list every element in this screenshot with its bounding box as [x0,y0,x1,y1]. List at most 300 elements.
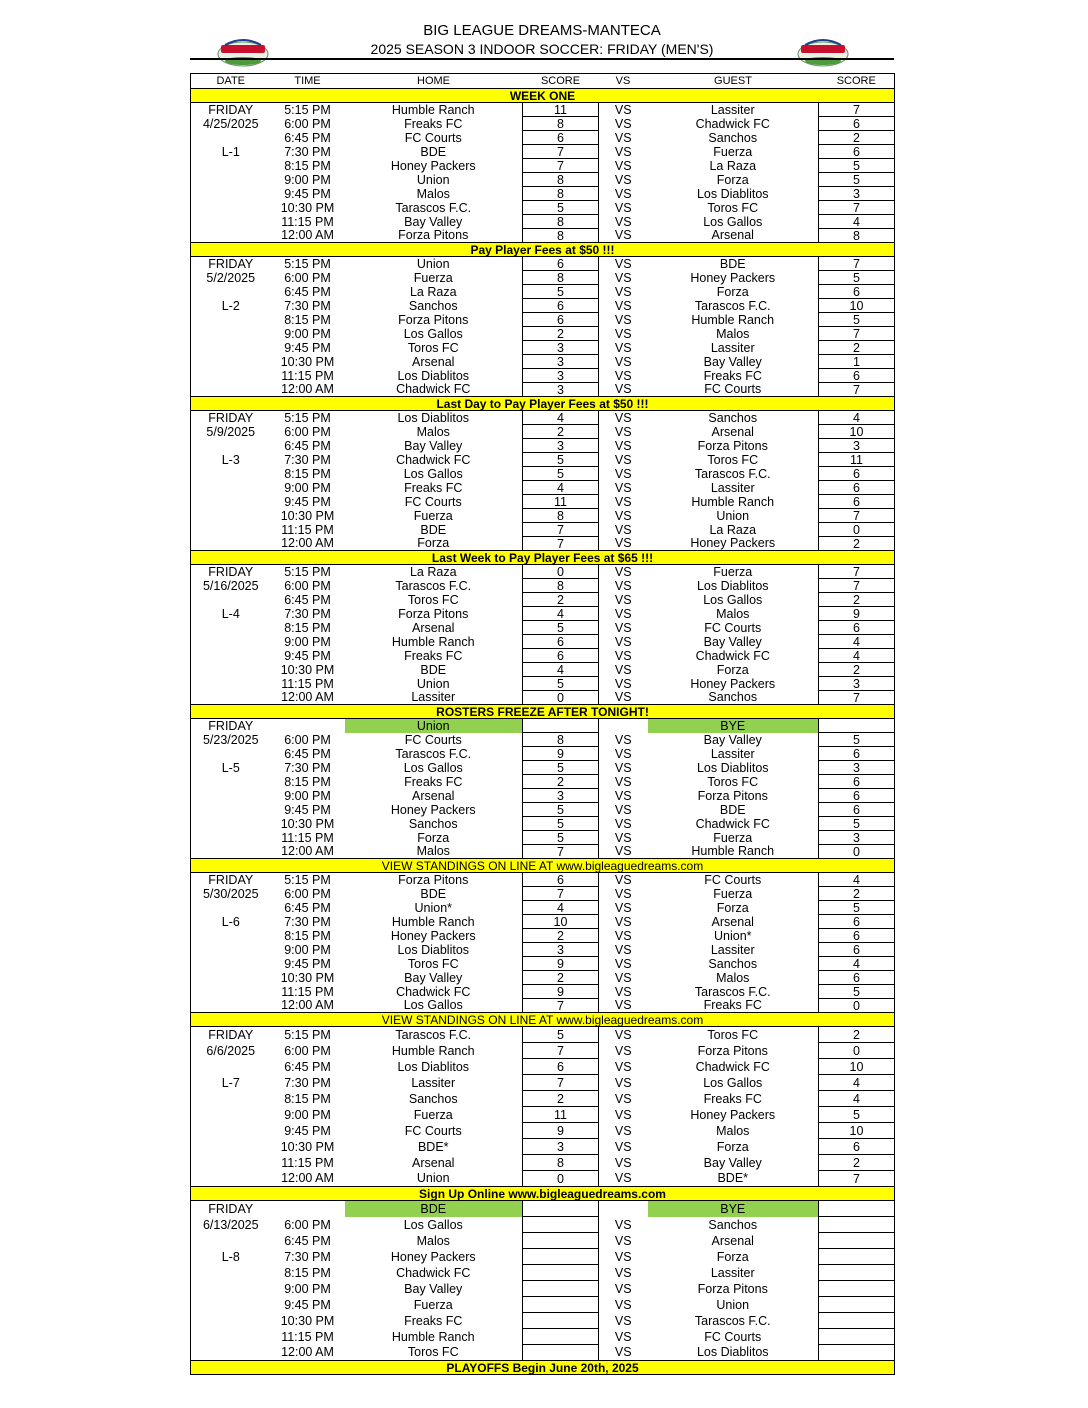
vs-cell: VS [614,578,632,593]
home-score: 2 [523,327,599,341]
date-cell [191,1313,271,1329]
home-score: 0 [523,565,599,579]
guest-score: 7 [819,201,895,215]
time-cell: 9:00 PM [284,788,331,803]
guest-team: Toros FC [707,1027,759,1042]
time-cell: 9:00 PM [284,942,331,957]
time-cell: 8:15 PM [284,466,331,481]
home-score: 9 [523,1123,599,1139]
vs-cell [599,719,648,733]
vs-cell: VS [614,942,632,957]
guest-score: 4 [819,1075,895,1091]
date-cell [191,663,271,677]
match-row [191,999,895,1013]
guest-score: 11 [819,453,895,467]
vs-cell: VS [614,634,632,649]
match-row [191,355,895,369]
match-row [191,761,895,775]
home-team: Bay Valley [404,214,463,229]
time-cell: 10:30 PM [280,1139,335,1154]
vs-cell: VS [614,1027,632,1042]
match-row [191,173,895,187]
home-team: Humble Ranch [391,1329,475,1344]
guest-score: 5 [819,901,895,915]
guest-team: Honey Packers [690,676,776,691]
vs-cell: VS [614,270,632,285]
date-cell: FRIDAY [208,256,254,271]
home-score: 8 [523,733,599,747]
guest-score: 6 [819,789,895,803]
date-cell [191,1345,271,1361]
match-row [191,425,895,439]
schedule-table [190,73,895,1375]
match-row [191,509,895,523]
date-cell: 6/6/2025 [206,1043,256,1058]
match-row [191,1155,895,1171]
date-cell: 5/2/2025 [206,270,256,285]
home-team: Chadwick FC [396,452,471,467]
time-cell: 10:30 PM [280,200,335,215]
home-score [523,1233,599,1249]
vs-cell: VS [614,648,632,663]
home-score: 7 [523,1075,599,1091]
guest-team: BDE* [717,1171,749,1186]
time-cell: 12:00 AM [281,228,334,243]
page-title: BIG LEAGUE DREAMS-MANTECA [423,22,661,39]
time-cell: 6:45 PM [284,592,331,607]
home-team: BDE [420,144,447,159]
home-team: Los Diablitos [397,410,470,425]
date-cell [191,593,271,607]
home-score: 7 [523,1043,599,1059]
match-row [191,1027,895,1043]
home-team: Chadwick FC [396,382,471,397]
home-score: 6 [523,649,599,663]
home-score: 7 [523,159,599,173]
date-cell [191,775,271,789]
home-team: Lassiter [411,1075,456,1090]
time-cell: 12:00 AM [281,844,334,859]
home-score: 3 [523,341,599,355]
home-score: 2 [523,775,599,789]
guest-score: 4 [819,649,895,663]
guest-score [819,1233,895,1249]
guest-team: Union* [713,928,752,943]
match-row [191,1281,895,1297]
guest-team: Lassiter [710,480,755,495]
time-cell: 6:45 PM [284,1233,331,1248]
time-cell: 11:15 PM [281,1155,334,1170]
date-cell [191,1265,271,1281]
guest-score: 4 [819,873,895,887]
match-row [191,593,895,607]
home-score: 4 [523,481,599,495]
guest-team: Los Diablitos [696,186,769,201]
guest-team: Bay Valley [703,1155,762,1170]
week-banner-row [191,859,895,873]
vs-cell: VS [614,340,632,355]
vs-cell: VS [614,1075,632,1090]
vs-cell: VS [614,620,632,635]
home-team: Honey Packers [390,802,476,817]
guest-team: Forza Pitons [697,438,768,453]
time-cell: 6:45 PM [284,284,331,299]
vs-cell: VS [614,116,632,131]
match-row [191,271,895,285]
column-header-row [191,74,895,89]
vs-cell: VS [614,298,632,313]
vs-cell: VS [614,144,632,159]
match-row [191,929,895,943]
match-row [191,1329,895,1345]
vs-cell: VS [614,200,632,215]
time-cell: 6:00 PM [284,270,331,285]
guest-score: 2 [819,593,895,607]
week-banner-row [191,1013,895,1027]
vs-cell: VS [614,732,632,747]
home-team: Toros FC [407,956,459,971]
guest-score: 5 [819,159,895,173]
home-team: Fuerza [413,1107,453,1122]
date-cell [191,229,271,243]
time-cell: 6:00 PM [284,424,331,439]
bye-label: BYE [648,1201,819,1217]
guest-score: 2 [819,537,895,551]
guest-team: Honey Packers [690,536,776,551]
home-team: Freaks FC [404,480,463,495]
time-cell: 9:45 PM [284,1123,331,1138]
vs-cell: VS [614,186,632,201]
vs-cell: VS [614,452,632,467]
date-cell [191,467,271,481]
guest-score: 6 [819,145,895,159]
vs-cell: VS [614,494,632,509]
week-banner-row [191,89,895,103]
vs-cell: VS [614,1233,632,1248]
match-row [191,635,895,649]
date-cell: 5/9/2025 [206,424,256,439]
vs-cell: VS [614,1313,632,1328]
date-cell [191,621,271,635]
time-cell: 5:15 PM [284,1027,331,1042]
home-team: BDE [420,662,447,677]
guest-score: 6 [819,495,895,509]
guest-team: FC Courts [704,620,762,635]
time-cell: 8:15 PM [284,1091,331,1106]
guest-score: 7 [819,579,895,593]
date-cell [191,971,271,985]
home-team: Chadwick FC [396,1265,471,1280]
match-row [191,285,895,299]
guest-score: 4 [819,635,895,649]
vs-cell: VS [614,228,632,243]
match-row [191,733,895,747]
guest-team: Forza [716,662,749,677]
time-cell: 7:30 PM [284,298,331,313]
home-team: Sanchos [408,298,458,313]
date-cell [191,691,271,705]
time-cell: 8:15 PM [284,774,331,789]
time-cell: 9:45 PM [284,494,331,509]
guest-score [819,1249,895,1265]
page-subtitle: 2025 SEASON 3 INDOOR SOCCER: FRIDAY (MEN'S) [370,41,714,57]
date-cell: 6/13/2025 [202,1217,259,1232]
guest-score: 0 [819,1043,895,1059]
guest-team: Fuerza [713,564,753,579]
time-cell: 5:15 PM [284,410,331,425]
vs-cell: VS [614,606,632,621]
guest-score: 7 [819,257,895,271]
home-score [523,1281,599,1297]
home-score: 3 [523,789,599,803]
guest-score [819,1265,895,1281]
time-cell: 6:45 PM [284,438,331,453]
time-cell: 9:00 PM [284,1281,331,1296]
time-cell [271,719,345,733]
home-score: 6 [523,313,599,327]
time-cell: 6:45 PM [284,130,331,145]
home-team: FC Courts [404,732,462,747]
vs-cell: VS [614,970,632,985]
time-cell: 9:00 PM [284,634,331,649]
home-score: 4 [523,411,599,425]
home-score: 3 [523,439,599,453]
guest-team: Bay Valley [703,634,762,649]
time-cell: 5:15 PM [284,256,331,271]
date-cell [191,649,271,663]
date-cell: L-2 [221,298,240,313]
home-team: Forza Pitons [398,872,469,887]
home-score: 9 [523,957,599,971]
guest-team: Humble Ranch [691,844,775,859]
guest-score: 6 [819,285,895,299]
date-cell: FRIDAY [208,1201,254,1216]
time-cell: 8:15 PM [284,928,331,943]
guest-team: Los Gallos [703,214,763,229]
guest-score: 7 [819,691,895,705]
guest-team: Sanchos [708,690,758,705]
match-row [191,327,895,341]
guest-team: Los Gallos [703,1075,763,1090]
guest-team: Los Diablitos [696,578,769,593]
home-team: Humble Ranch [391,102,475,117]
home-score: 2 [523,929,599,943]
vs-cell: VS [614,802,632,817]
home-team: Forza Pitons [398,312,469,327]
home-team: Arsenal [412,1155,455,1170]
guest-score: 6 [819,369,895,383]
date-cell: 4/25/2025 [202,116,259,131]
date-cell: L-6 [221,914,240,929]
guest-score: 5 [819,173,895,187]
home-team: Humble Ranch [391,634,475,649]
match-row [191,1233,895,1249]
column-header: HOME [345,74,523,89]
vs-cell: VS [614,872,632,887]
time-cell: 9:45 PM [284,802,331,817]
bye-team: Union [345,719,523,733]
guest-team: Forza [716,1139,749,1154]
guest-team: Sanchos [708,410,758,425]
match-row [191,439,895,453]
guest-score [819,1313,895,1329]
guest-team: Malos [716,1123,750,1138]
bye-label: BYE [648,719,819,733]
date-cell: L-5 [221,760,240,775]
home-score [523,1297,599,1313]
match-row [191,691,895,705]
guest-team: Malos [716,326,750,341]
home-team: Tarascos F.C. [395,746,472,761]
week-banner: VIEW STANDINGS ON LINE AT www.bigleaguedreams.com [191,1013,895,1027]
home-score [523,1265,599,1281]
guest-team: Tarascos F.C. [694,466,771,481]
time-cell: 10:30 PM [280,816,335,831]
vs-cell: VS [614,788,632,803]
home-team: Sanchos [408,816,458,831]
match-row [191,145,895,159]
guest-team: Forza [716,900,749,915]
home-score [523,1249,599,1265]
match-row [191,579,895,593]
match-row [191,915,895,929]
guest-score: 4 [819,411,895,425]
date-cell [191,439,271,453]
match-row [191,299,895,313]
date-cell [191,803,271,817]
guest-score: 10 [819,299,895,313]
guest-score: 8 [819,229,895,243]
guest-team: Lassiter [710,1265,755,1280]
match-row [191,789,895,803]
league-logo-icon [796,34,850,68]
date-cell: FRIDAY [208,102,254,117]
match-row [191,201,895,215]
column-header: SCORE [819,74,895,89]
guest-score [819,1201,895,1217]
guest-team: Humble Ranch [691,494,775,509]
home-score: 8 [523,1155,599,1171]
guest-team: Tarascos F.C. [694,1313,771,1328]
home-score: 10 [523,915,599,929]
vs-cell: VS [614,522,632,537]
guest-team: FC Courts [704,382,762,397]
guest-score: 5 [819,313,895,327]
home-team: Malos [416,844,450,859]
week-banner: VIEW STANDINGS ON LINE AT www.bigleaguedreams.com [191,859,895,873]
guest-team: Malos [716,970,750,985]
header-divider [190,58,894,60]
guest-team: Los Diablitos [696,760,769,775]
date-cell: L-7 [221,1075,240,1090]
guest-score: 6 [819,621,895,635]
date-cell [191,509,271,523]
match-row [191,1171,895,1187]
time-cell: 5:15 PM [284,102,331,117]
match-row [191,901,895,915]
match-row [191,495,895,509]
bye-row [191,1201,895,1217]
home-score: 8 [523,215,599,229]
match-row [191,1091,895,1107]
time-cell: 9:45 PM [284,186,331,201]
time-cell: 12:00 AM [281,1345,334,1360]
home-team: Los Diablitos [397,1059,470,1074]
time-cell: 7:30 PM [284,1075,331,1090]
match-row [191,1043,895,1059]
home-team: Arsenal [412,620,455,635]
home-team: Sanchos [408,1091,458,1106]
time-cell: 11:15 PM [281,676,334,691]
vs-cell: VS [614,284,632,299]
date-cell [191,159,271,173]
guest-score: 10 [819,1059,895,1075]
home-team: FC Courts [404,1123,462,1138]
home-score: 5 [523,1027,599,1043]
home-team: Chadwick FC [396,984,471,999]
date-cell: 5/23/2025 [202,732,259,747]
match-row [191,649,895,663]
date-cell [191,1297,271,1313]
match-row [191,341,895,355]
time-cell: 6:00 PM [284,886,331,901]
time-cell: 11:15 PM [281,522,334,537]
home-score: 5 [523,761,599,775]
match-row [191,187,895,201]
guest-team: Humble Ranch [691,312,775,327]
guest-team: Lassiter [710,340,755,355]
vs-cell: VS [614,830,632,845]
vs-cell: VS [614,592,632,607]
home-score: 9 [523,747,599,761]
vs-cell: VS [614,1329,632,1344]
home-score: 3 [523,369,599,383]
vs-cell: VS [614,1123,632,1138]
guest-team: Forza [716,1249,749,1264]
home-score: 5 [523,621,599,635]
match-row [191,215,895,229]
guest-score: 2 [819,663,895,677]
guest-team: Forza Pitons [697,788,768,803]
date-cell [191,817,271,831]
match-row [191,887,895,901]
week-banner-row [191,397,895,411]
date-cell [191,341,271,355]
home-team: Bay Valley [404,438,463,453]
match-row [191,1107,895,1123]
match-row [191,845,895,859]
date-cell [191,635,271,649]
home-score [523,1329,599,1345]
week-banner: Last Week to Pay Player Fees at $65 !!! [191,551,895,565]
column-header: GUEST [648,74,819,89]
guest-team: Chadwick FC [695,116,770,131]
date-cell [191,747,271,761]
time-cell: 6:00 PM [284,578,331,593]
match-row [191,313,895,327]
time-cell: 6:45 PM [284,1059,331,1074]
vs-cell: VS [614,774,632,789]
date-cell [191,523,271,537]
week-banner: Sign Up Online www.bigleaguedreams.com [191,1187,895,1201]
vs-cell: VS [614,130,632,145]
time-cell: 9:45 PM [284,340,331,355]
vs-cell: VS [614,102,632,117]
home-team: Freaks FC [404,116,463,131]
time-cell: 11:15 PM [281,830,334,845]
home-score: 7 [523,145,599,159]
guest-score: 2 [819,887,895,901]
